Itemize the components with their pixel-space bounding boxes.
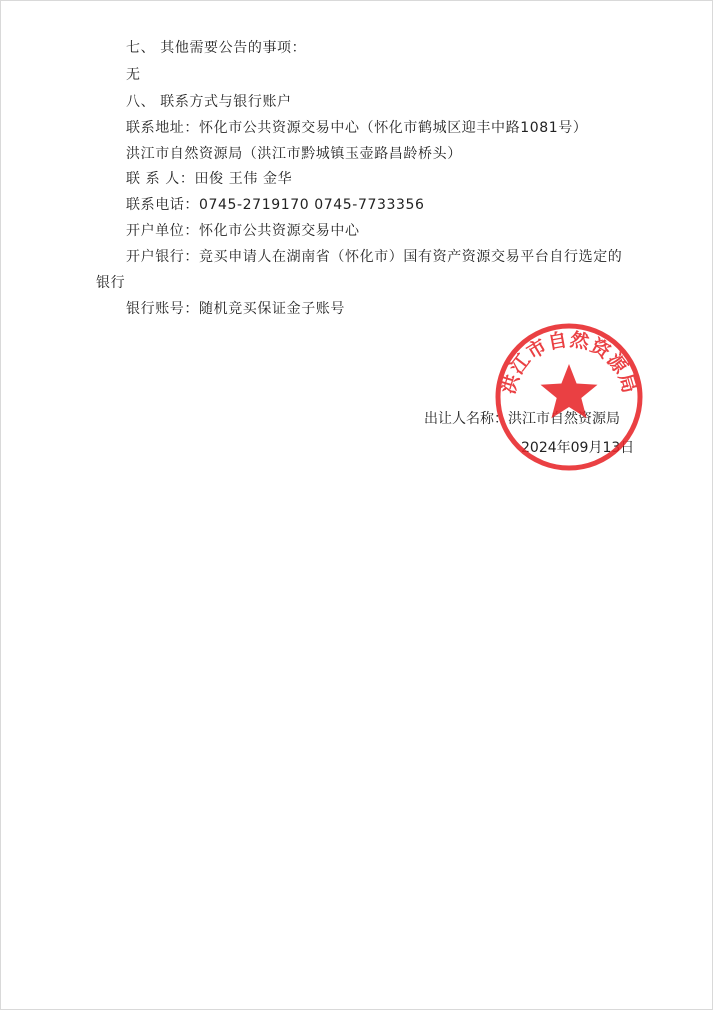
official-seal: [494, 322, 644, 472]
seal-star-icon: [541, 364, 598, 418]
signature-date: 2024年09月13日: [521, 440, 635, 456]
contact-persons: 联 系 人：田俊 王伟 金华: [126, 171, 293, 187]
bank-account: 银行账号：随机竞买保证金子账号: [126, 301, 345, 317]
section7-heading: 七、 其他需要公告的事项：: [126, 40, 307, 56]
grantor-name: 出让人名称：洪江市自然资源局: [424, 411, 620, 427]
section8-heading: 八、 联系方式与银行账户: [126, 94, 292, 110]
contact-phone: 联系电话：0745-2719170 0745-7733356: [126, 197, 425, 213]
bank-line1: 开户银行：竞买申请人在湖南省（怀化市）国有资产资源交易平台自行选定的: [126, 249, 623, 265]
account-unit: 开户单位：怀化市公共资源交易中心: [126, 223, 360, 239]
contact-address-line2: 洪江市自然资源局（洪江市黔城镇玉壶路昌龄桥头）: [126, 146, 462, 162]
contact-address-line1: 联系地址：怀化市公共资源交易中心（怀化市鹤城区迎丰中路1081号）: [126, 120, 588, 136]
section7-content: 无: [126, 67, 141, 83]
bank-line2: 银行: [96, 275, 126, 291]
seal-text: 洪江市自然资源局: [497, 328, 641, 397]
